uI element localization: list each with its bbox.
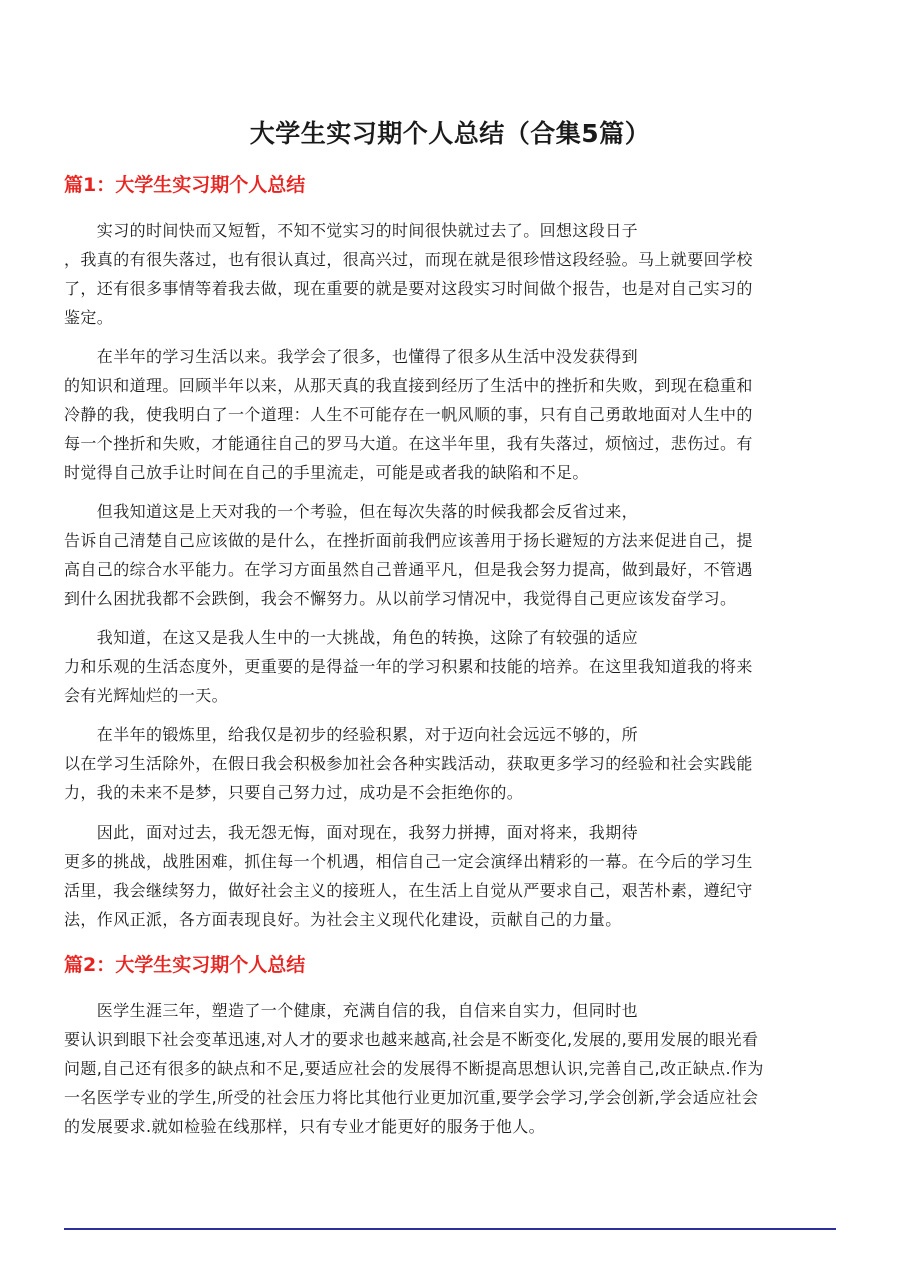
section-1-paragraph-5: 在半年的锻炼里，给我仅是初步的经验积累，对于迈向社会远远不够的，所 以在学习生活除外，在假日我会积极参加社会各种实践活动，获取更多学习的经验和社会实践能 力，我的未来不是梦，只要自己努力过，成功是不会拒绝你的。 (64, 725, 753, 802)
section-1-paragraph-6: 因此，面对过去，我无怨无悔，面对现在，我努力拼搏，面对将来，我期待 更多的挑战，战胜困难，抓住每一个机遇，相信自己一定会演绎出精彩的一幕。在今后的学习生 活里，我会继续努力，做好社会主义的接班人，在生活上自觉从严要求自己，艰苦朴素，遵纪守 法，作风正派，各方面表现良好。为社会主义现代化建设，贡献自己的力量。 (64, 823, 753, 929)
section-1-paragraph-1: 实习的时间快而又短暂，不知不觉实习的时间很快就过去了。回想这段日子 ，我真的有很失落过，也有很认真过，很高兴过，而现在就是很珍惜这段经验。马上就要回学校 了，还有很多事情等着我去做，现在重要的就是要对这段实习时间做个报告，也是对自己实习的 鉴定。 (64, 221, 753, 327)
footer-divider (64, 1228, 836, 1230)
section-1-heading: 篇1：大学生实习期个人总结 (64, 174, 306, 196)
section-2-heading: 篇2：大学生实习期个人总结 (64, 954, 306, 976)
section-1-paragraph-4: 我知道，在这又是我人生中的一大挑战，角色的转换，这除了有较强的适应 力和乐观的生活态度外，更重要的是得益一年的学习积累和技能的培养。在这里我知道我的将来 会有光辉灿烂的一天。 (64, 628, 753, 705)
section-1-paragraph-2: 在半年的学习生活以来。我学会了很多，也懂得了很多从生活中没发获得到 的知识和道理。回顾半年以来，从那天真的我直接到经历了生活中的挫折和失败，到现在稳重和 冷静的我，使我明白了一个道理：人生不可能存在一帆风顺的事，只有自己勇敢地面对人生中的 每一个挫折和失败，才能通往自己的罗马大道。在这半年里，我有失落过，烦恼过，悲伤过。有 时觉得自己放手让时间在自己的手里流走，可能是或者我的缺陷和不足。 (64, 347, 753, 482)
document-title: 大学生实习期个人总结（合集5篇） (249, 119, 651, 148)
section-2-paragraph-1: 医学生涯三年，塑造了一个健康，充满自信的我，自信来自实力，但同时也 要认识到眼下社会变革迅速,对人才的要求也越来越高,社会是不断变化,发展的,要用发展的眼光看 问题,自己还有很多的缺点和不足,要适应社会的发展得不断提高思想认识,完善自己,改正缺点.作为 一名医学专业的学生,所受的社会压力将比其他行业更加沉重,要学会学习,学会创新,学会适应社会 的发展要求.就如检验在线那样，只有专业才能更好的服务于他人。 (64, 1001, 764, 1136)
section-1-paragraph-3: 但我知道这是上天对我的一个考验，但在每次失落的时候我都会反省过来， 告诉自己清楚自己应该做的是什么，在挫折面前我們应该善用于扬长避短的方法来促进自己，提 高自己的综合水平能力。在学习方面虽然自己普通平凡，但是我会努力提高，做到最好，不管遇 到什么困扰我都不会跌倒，我会不懈努力。从以前学习情况中，我觉得自己更应该发奋学习。 (64, 502, 753, 608)
